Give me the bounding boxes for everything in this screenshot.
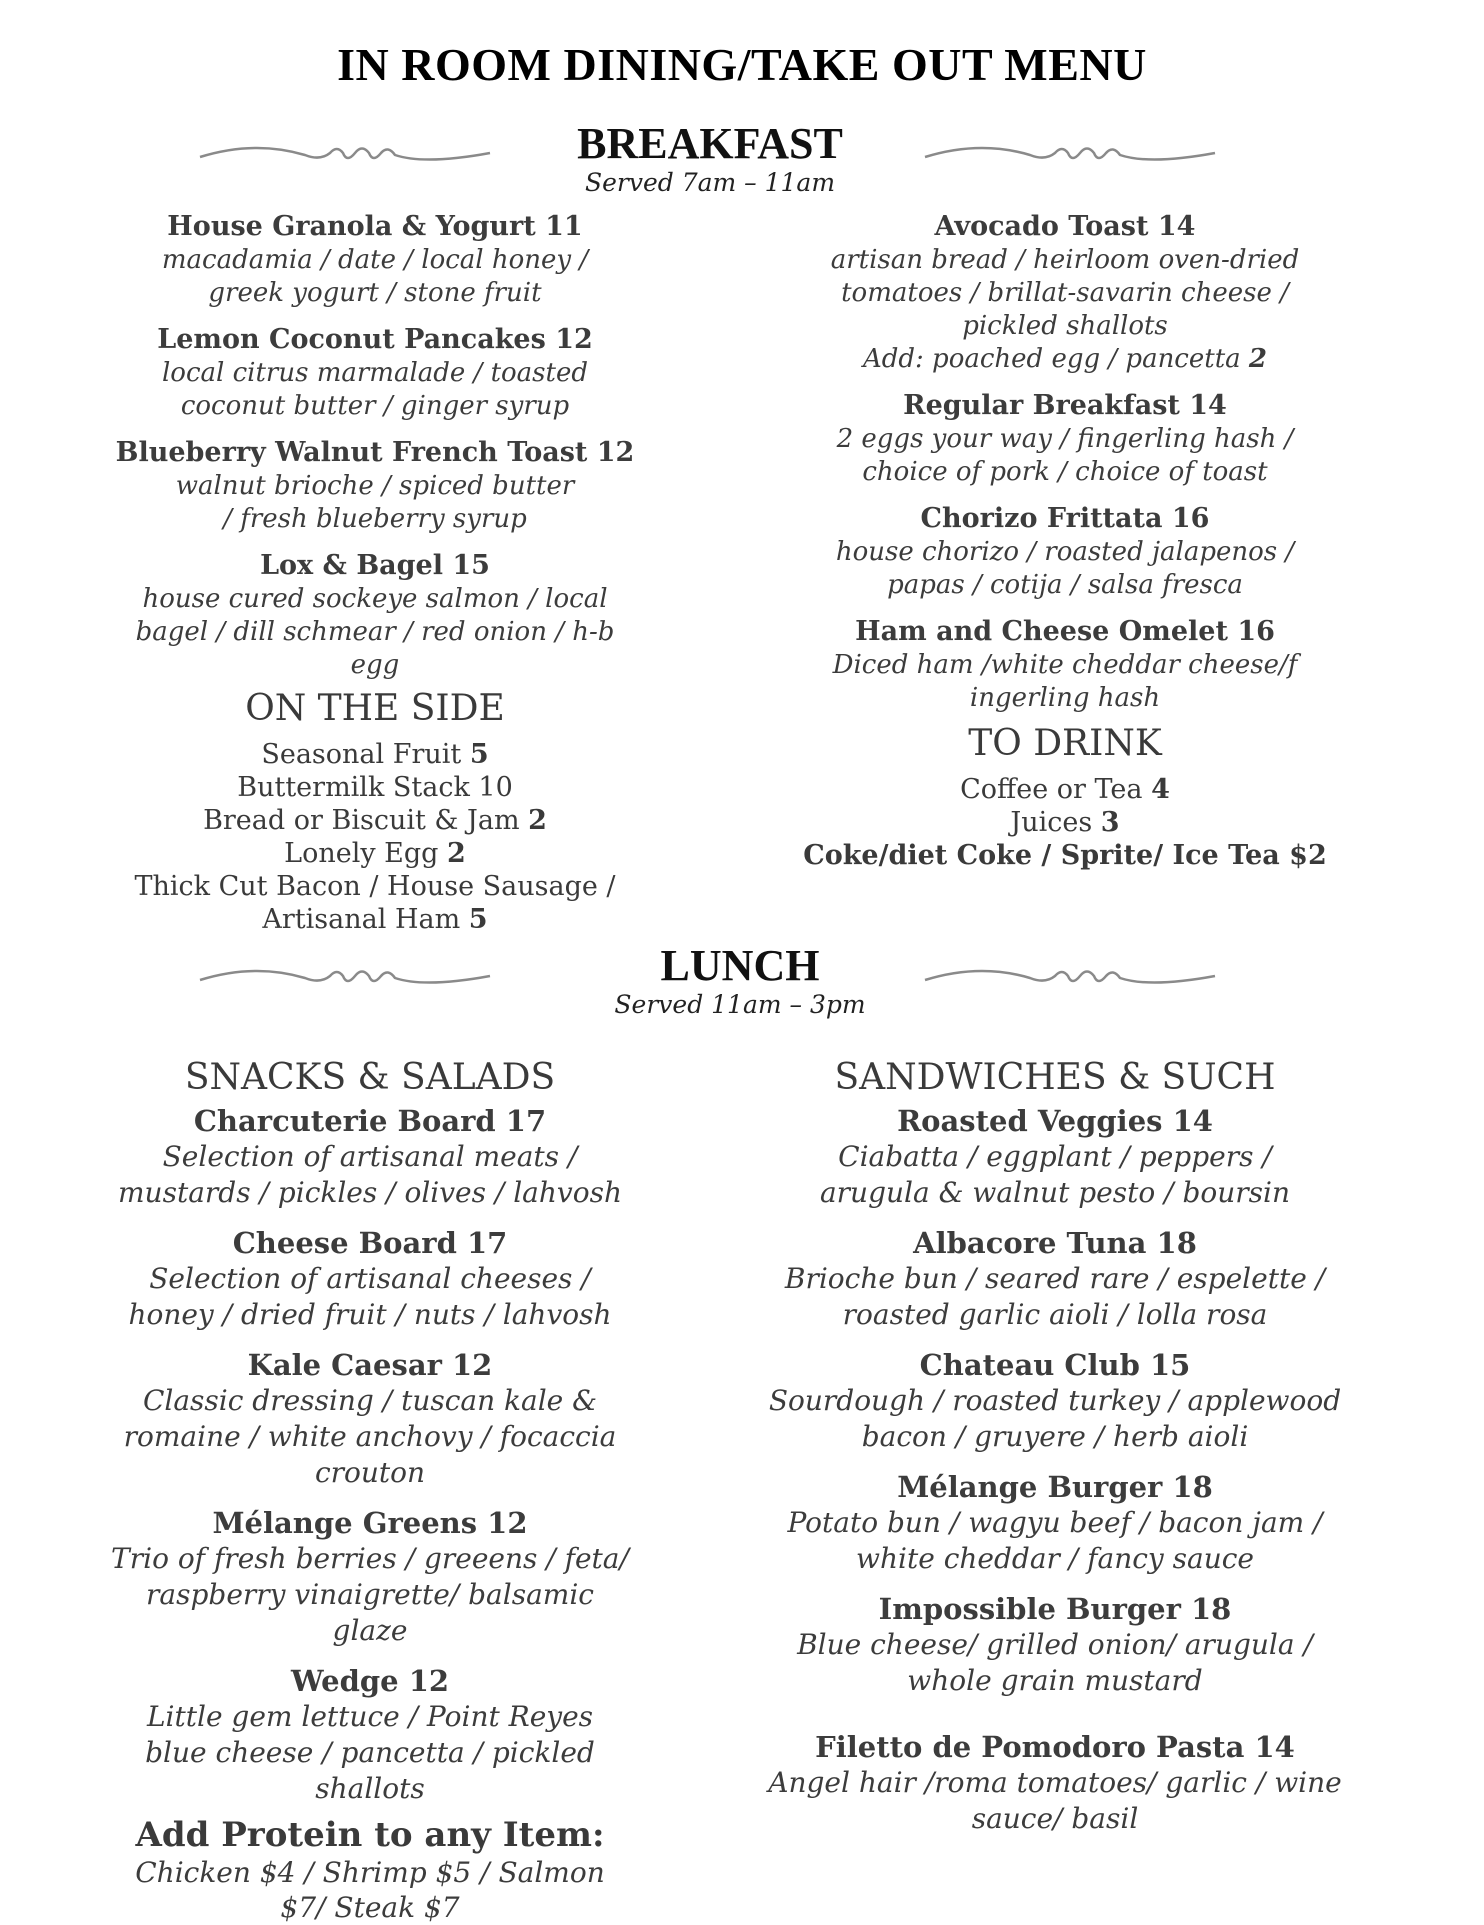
menu-item	[115, 210, 635, 310]
menu-item	[790, 210, 1340, 376]
breakfast-left-column	[115, 210, 635, 936]
item-description: local citrus marmalade / toasted coconut butter / ginger syrup	[161, 358, 589, 421]
item-name: Mélange Burger 18	[897, 1470, 1213, 1504]
item-name: Avocado Toast 14	[934, 211, 1196, 242]
item-name: Chateau Club 15	[919, 1348, 1191, 1382]
menu-item	[95, 1225, 645, 1333]
menu-item	[95, 1663, 645, 1807]
menu-item	[95, 1505, 645, 1649]
item-description: house cured sockeye salmon / local bagel / dill schmear / red onion / h-b egg	[135, 584, 615, 680]
to-drink-heading: TO DRINK	[968, 723, 1162, 764]
menu-item	[790, 389, 1340, 489]
item-description: Ciabatta / eggplant / peppers / arugula & walnut pesto / boursin	[819, 1140, 1291, 1209]
item-name: Lemon Coconut Pancakes 12	[157, 324, 593, 355]
item-description: Potato bun / wagyu beef / bacon jam / white cheddar / fancy sauce	[787, 1506, 1323, 1575]
side-item: Thick Cut Bacon / House Sausage /	[134, 871, 616, 902]
side-line	[115, 903, 635, 936]
breakfast-title: BREAKFAST	[577, 119, 843, 168]
side-line	[115, 804, 635, 837]
swirl-ornament-icon	[195, 135, 495, 175]
breakfast-hours: Served 7am – 11am	[584, 168, 836, 197]
to-drink-list	[790, 773, 1340, 872]
item-name: Chorizo Frittata 16	[920, 503, 1210, 534]
side-line	[115, 738, 635, 771]
lunch-right-column	[735, 1055, 1375, 1851]
item-description: Angel hair /roma tomatoes/ garlic / wine sauce/ basil	[768, 1766, 1342, 1835]
menu-item	[735, 1225, 1375, 1333]
side-price: 2	[528, 805, 547, 836]
drink-item: Juices	[1010, 807, 1101, 838]
item-description: walnut brioche / spiced butter / fresh blueberry syrup	[175, 471, 575, 534]
item-name: Mélange Greens 12	[212, 1506, 528, 1540]
item-description: house chorizo / roasted jalapenos / papas / cotija / salsa fresca	[835, 537, 1295, 600]
menu-item	[735, 1347, 1375, 1455]
sandwiches-heading: SANDWICHES & SUCH	[834, 1057, 1276, 1098]
item-description: Selection of artisanal cheeses / honey / dried fruit / nuts / lahvosh	[128, 1262, 612, 1331]
item-name: Blueberry Walnut French Toast 12	[115, 437, 635, 468]
soda-line: Coke/diet Coke / Sprite/ Ice Tea $2	[803, 840, 1327, 871]
menu-item	[115, 323, 635, 423]
page-title: IN ROOM DINING/TAKE OUT MENU	[337, 39, 1147, 90]
side-item: Artisanal Ham	[262, 904, 469, 935]
menu-item	[735, 1729, 1375, 1837]
add-protein-options: Chicken $4 / Shrimp $5 / Salmon $7/ Steak $7	[135, 1856, 605, 1924]
on-the-side-heading: ON THE SIDE	[245, 688, 505, 729]
add-protein-title: Add Protein to any Item:	[135, 1815, 605, 1855]
menu-item	[735, 1591, 1375, 1699]
side-price: 5	[468, 904, 488, 935]
item-description: Sourdough / roasted turkey / applewood bacon / gruyere / herb aioli	[768, 1384, 1342, 1453]
addon-price: 2	[1248, 344, 1268, 374]
item-name: Roasted Veggies 14	[897, 1104, 1213, 1138]
item-description: artisan bread / heirloom oven-dried tomatoes / brillat-savarin cheese / pickled shallots	[830, 245, 1300, 341]
swirl-ornament-icon	[195, 958, 495, 998]
side-item: Bread or Biscuit & Jam	[203, 805, 529, 836]
menu-item	[735, 1469, 1375, 1577]
drink-line	[790, 773, 1340, 806]
item-name: Albacore Tuna 18	[913, 1226, 1197, 1260]
drink-line	[790, 806, 1340, 839]
item-name: Cheese Board 17	[232, 1226, 508, 1260]
side-item: Seasonal Fruit	[261, 739, 470, 770]
item-name: Lox & Bagel 15	[260, 550, 490, 581]
item-name: Filetto de Pomodoro Pasta 14	[815, 1730, 1295, 1764]
item-addon	[790, 343, 1340, 376]
item-name: Charcuterie Board 17	[193, 1104, 547, 1138]
menu-item	[790, 502, 1340, 602]
item-description: Selection of artisanal meats / mustards / pickles / olives / lahvosh	[118, 1140, 622, 1209]
item-description: Brioche bun / seared rare / espelette / roasted garlic aioli / lolla rosa	[784, 1262, 1326, 1331]
drink-price: 4	[1151, 774, 1170, 805]
item-description: Blue cheese/ grilled onion/ arugula / whole grain mustard	[797, 1628, 1313, 1697]
item-description: Diced ham /white cheddar cheese/f ingerling hash	[832, 650, 1298, 713]
menu-item	[115, 436, 635, 536]
lunch-title: LUNCH	[660, 941, 820, 990]
swirl-ornament-icon	[920, 135, 1220, 175]
item-description: macadamia / date / local honey / greek yogurt / stone fruit	[161, 245, 589, 308]
side-item: Lonely Egg	[284, 838, 448, 869]
menu-item	[115, 549, 635, 682]
item-name: Regular Breakfast 14	[903, 390, 1227, 421]
item-name: House Granola & Yogurt 11	[167, 211, 583, 242]
item-description: Trio of fresh berries / greeens / feta/ raspberry vinaigrette/ balsamic glaze	[111, 1542, 629, 1647]
menu-item	[790, 615, 1340, 715]
menu-item	[95, 1103, 645, 1211]
lunch-hours: Served 11am – 3pm	[614, 990, 866, 1019]
breakfast-right-column	[790, 210, 1340, 872]
item-name: Ham and Cheese Omelet 16	[855, 616, 1275, 647]
item-description: Classic dressing / tuscan kale & romaine / white anchovy / focaccia crouton	[123, 1384, 617, 1489]
item-description: Little gem lettuce / Point Reyes blue cheese / pancetta / pickled shallots	[145, 1700, 595, 1805]
side-line	[115, 870, 635, 903]
side-price: 5	[469, 739, 489, 770]
menu-item	[735, 1103, 1375, 1211]
swirl-ornament-icon	[920, 958, 1220, 998]
addon-text: Add: poached egg / pancetta	[862, 344, 1249, 374]
item-name: Kale Caesar 12	[247, 1348, 493, 1382]
drink-item: Coffee or Tea	[960, 774, 1152, 805]
drink-price: 3	[1100, 807, 1120, 838]
menu-item	[95, 1347, 645, 1491]
item-name: Impossible Burger 18	[878, 1592, 1232, 1626]
side-price: 2	[447, 838, 466, 869]
add-protein	[95, 1815, 645, 1925]
lunch-left-column	[95, 1055, 645, 1925]
snacks-salads-heading: SNACKS & SALADS	[184, 1057, 556, 1098]
side-line	[115, 837, 635, 870]
item-description: 2 eggs your way / fingerling hash / choice of pork / choice of toast	[836, 424, 1294, 487]
on-the-side-list	[115, 738, 635, 936]
side-line	[115, 771, 635, 804]
item-name: Wedge 12	[290, 1664, 450, 1698]
side-item: Buttermilk Stack 10	[237, 772, 513, 803]
